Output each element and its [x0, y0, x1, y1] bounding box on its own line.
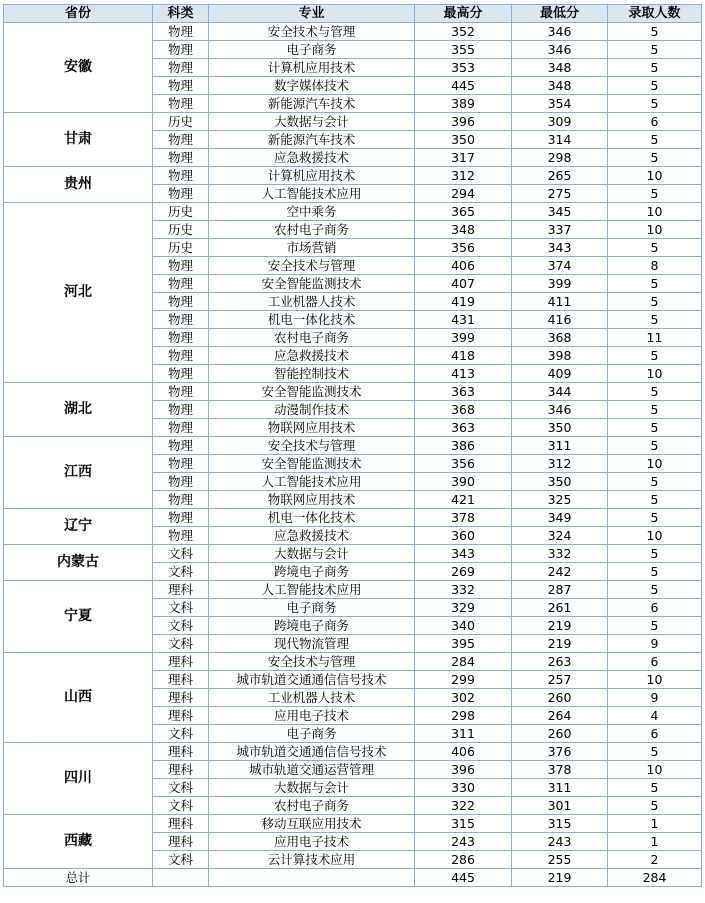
max-score-cell: 355 [415, 41, 512, 59]
major-cell: 智能控制技术 [209, 365, 415, 383]
province-cell: 贵州 [4, 167, 153, 203]
major-cell: 数字媒体技术 [209, 77, 415, 95]
admitted-cell: 6 [608, 113, 702, 131]
admission-score-table [3, 4, 702, 887]
admitted-cell: 5 [608, 23, 702, 41]
category-cell: 物理 [153, 275, 209, 293]
max-score-cell: 407 [415, 275, 512, 293]
min-score-cell: 255 [512, 851, 608, 869]
category-cell: 文科 [153, 599, 209, 617]
max-score-cell: 353 [415, 59, 512, 77]
category-cell: 物理 [153, 131, 209, 149]
admitted-cell: 5 [608, 473, 702, 491]
max-score-cell: 298 [415, 707, 512, 725]
min-score-cell: 350 [512, 419, 608, 437]
major-cell: 跨境电子商务 [209, 563, 415, 581]
major-cell: 计算机应用技术 [209, 167, 415, 185]
min-score-cell: 260 [512, 689, 608, 707]
min-score-cell: 374 [512, 257, 608, 275]
admitted-cell: 9 [608, 689, 702, 707]
min-score-cell: 378 [512, 761, 608, 779]
admitted-cell: 5 [608, 59, 702, 77]
category-cell: 物理 [153, 167, 209, 185]
category-cell: 理科 [153, 653, 209, 671]
header-max-score: 最高分 [415, 5, 512, 23]
min-score-cell: 343 [512, 239, 608, 257]
major-cell: 农村电子商务 [209, 221, 415, 239]
max-score-cell: 322 [415, 797, 512, 815]
major-cell: 农村电子商务 [209, 329, 415, 347]
major-cell: 农村电子商务 [209, 797, 415, 815]
admitted-cell: 5 [608, 131, 702, 149]
category-cell: 物理 [153, 311, 209, 329]
min-score-cell: 257 [512, 671, 608, 689]
category-cell: 理科 [153, 689, 209, 707]
max-score-cell: 356 [415, 239, 512, 257]
max-score-cell: 445 [415, 77, 512, 95]
total-row [4, 869, 702, 887]
major-cell: 安全智能监测技术 [209, 455, 415, 473]
min-score-cell: 315 [512, 815, 608, 833]
admitted-cell: 5 [608, 581, 702, 599]
max-score-cell: 356 [415, 455, 512, 473]
major-cell: 空中乘务 [209, 203, 415, 221]
major-cell: 电子商务 [209, 599, 415, 617]
header-category: 科类 [153, 5, 209, 23]
total-max-score: 445 [415, 869, 512, 887]
min-score-cell: 348 [512, 59, 608, 77]
category-cell: 文科 [153, 617, 209, 635]
max-score-cell: 431 [415, 311, 512, 329]
category-cell: 文科 [153, 797, 209, 815]
min-score-cell: 324 [512, 527, 608, 545]
admitted-cell: 5 [608, 383, 702, 401]
header-province: 省份 [4, 5, 153, 23]
max-score-cell: 330 [415, 779, 512, 797]
province-cell: 甘肃 [4, 113, 153, 167]
major-cell: 城市轨道交通运营管理 [209, 761, 415, 779]
min-score-cell: 261 [512, 599, 608, 617]
major-cell: 机电一体化技术 [209, 311, 415, 329]
province-cell: 宁夏 [4, 581, 153, 653]
max-score-cell: 421 [415, 491, 512, 509]
min-score-cell: 337 [512, 221, 608, 239]
major-cell: 移动互联应用技术 [209, 815, 415, 833]
category-cell: 理科 [153, 581, 209, 599]
header-major: 专业 [209, 5, 415, 23]
major-cell: 人工智能技术应用 [209, 185, 415, 203]
major-cell: 机电一体化技术 [209, 509, 415, 527]
table-row [4, 437, 702, 455]
min-score-cell: 350 [512, 473, 608, 491]
table-row [4, 113, 702, 131]
major-cell: 物联网应用技术 [209, 419, 415, 437]
table-row [4, 545, 702, 563]
max-score-cell: 294 [415, 185, 512, 203]
max-score-cell: 406 [415, 257, 512, 275]
admitted-cell: 5 [608, 509, 702, 527]
header-row [4, 5, 702, 23]
max-score-cell: 312 [415, 167, 512, 185]
category-cell: 理科 [153, 707, 209, 725]
max-score-cell: 399 [415, 329, 512, 347]
min-score-cell: 314 [512, 131, 608, 149]
max-score-cell: 396 [415, 113, 512, 131]
total-major [209, 869, 415, 887]
min-score-cell: 399 [512, 275, 608, 293]
admitted-cell: 5 [608, 563, 702, 581]
admitted-cell: 5 [608, 293, 702, 311]
category-cell: 物理 [153, 365, 209, 383]
table-body [4, 23, 702, 869]
category-cell: 物理 [153, 419, 209, 437]
max-score-cell: 315 [415, 815, 512, 833]
max-score-cell: 378 [415, 509, 512, 527]
admitted-cell: 5 [608, 347, 702, 365]
admitted-cell: 5 [608, 149, 702, 167]
total-category [153, 869, 209, 887]
category-cell: 物理 [153, 509, 209, 527]
admitted-cell: 5 [608, 311, 702, 329]
admitted-cell: 5 [608, 437, 702, 455]
major-cell: 安全技术与管理 [209, 653, 415, 671]
admitted-cell: 5 [608, 617, 702, 635]
table-row [4, 383, 702, 401]
admitted-cell: 5 [608, 743, 702, 761]
province-cell: 四川 [4, 743, 153, 815]
major-cell: 电子商务 [209, 41, 415, 59]
min-score-cell: 219 [512, 635, 608, 653]
major-cell: 大数据与会计 [209, 113, 415, 131]
province-cell: 湖北 [4, 383, 153, 437]
major-cell: 物联网应用技术 [209, 491, 415, 509]
total-min-score: 219 [512, 869, 608, 887]
category-cell: 理科 [153, 743, 209, 761]
admitted-cell: 5 [608, 41, 702, 59]
major-cell: 电子商务 [209, 725, 415, 743]
max-score-cell: 389 [415, 95, 512, 113]
admitted-cell: 10 [608, 203, 702, 221]
table-row [4, 509, 702, 527]
min-score-cell: 346 [512, 41, 608, 59]
min-score-cell: 311 [512, 437, 608, 455]
major-cell: 城市轨道交通通信信号技术 [209, 743, 415, 761]
major-cell: 应急救援技术 [209, 527, 415, 545]
max-score-cell: 348 [415, 221, 512, 239]
category-cell: 物理 [153, 77, 209, 95]
max-score-cell: 390 [415, 473, 512, 491]
min-score-cell: 325 [512, 491, 608, 509]
category-cell: 历史 [153, 113, 209, 131]
province-cell: 山西 [4, 653, 153, 743]
max-score-cell: 368 [415, 401, 512, 419]
admitted-cell: 9 [608, 635, 702, 653]
category-cell: 物理 [153, 41, 209, 59]
major-cell: 城市轨道交通通信信号技术 [209, 671, 415, 689]
category-cell: 物理 [153, 491, 209, 509]
category-cell: 文科 [153, 851, 209, 869]
max-score-cell: 340 [415, 617, 512, 635]
admitted-cell: 5 [608, 545, 702, 563]
province-cell: 安徽 [4, 23, 153, 113]
major-cell: 新能源汽车技术 [209, 131, 415, 149]
min-score-cell: 409 [512, 365, 608, 383]
max-score-cell: 317 [415, 149, 512, 167]
min-score-cell: 348 [512, 77, 608, 95]
category-cell: 历史 [153, 239, 209, 257]
max-score-cell: 269 [415, 563, 512, 581]
min-score-cell: 354 [512, 95, 608, 113]
category-cell: 物理 [153, 257, 209, 275]
major-cell: 工业机器人技术 [209, 689, 415, 707]
table-row [4, 815, 702, 833]
max-score-cell: 418 [415, 347, 512, 365]
major-cell: 云计算技术应用 [209, 851, 415, 869]
max-score-cell: 332 [415, 581, 512, 599]
max-score-cell: 363 [415, 383, 512, 401]
category-cell: 物理 [153, 437, 209, 455]
category-cell: 文科 [153, 545, 209, 563]
admitted-cell: 5 [608, 95, 702, 113]
max-score-cell: 299 [415, 671, 512, 689]
category-cell: 物理 [153, 23, 209, 41]
category-cell: 历史 [153, 221, 209, 239]
major-cell: 安全技术与管理 [209, 257, 415, 275]
major-cell: 应急救援技术 [209, 347, 415, 365]
max-score-cell: 329 [415, 599, 512, 617]
category-cell: 物理 [153, 59, 209, 77]
major-cell: 应用电子技术 [209, 833, 415, 851]
admitted-cell: 10 [608, 167, 702, 185]
province-cell: 西藏 [4, 815, 153, 869]
major-cell: 大数据与会计 [209, 779, 415, 797]
major-cell: 工业机器人技术 [209, 293, 415, 311]
total-label: 总计 [4, 869, 153, 887]
major-cell: 安全智能监测技术 [209, 383, 415, 401]
category-cell: 物理 [153, 95, 209, 113]
max-score-cell: 363 [415, 419, 512, 437]
admitted-cell: 10 [608, 671, 702, 689]
min-score-cell: 242 [512, 563, 608, 581]
category-cell: 文科 [153, 563, 209, 581]
max-score-cell: 396 [415, 761, 512, 779]
category-cell: 文科 [153, 635, 209, 653]
max-score-cell: 284 [415, 653, 512, 671]
admitted-cell: 5 [608, 239, 702, 257]
max-score-cell: 343 [415, 545, 512, 563]
min-score-cell: 263 [512, 653, 608, 671]
max-score-cell: 352 [415, 23, 512, 41]
category-cell: 文科 [153, 779, 209, 797]
header-admitted: 录取人数 [608, 5, 702, 23]
admitted-cell: 10 [608, 365, 702, 383]
admitted-cell: 8 [608, 257, 702, 275]
admitted-cell: 1 [608, 815, 702, 833]
min-score-cell: 311 [512, 779, 608, 797]
table-row [4, 653, 702, 671]
table-row [4, 581, 702, 599]
category-cell: 物理 [153, 185, 209, 203]
major-cell: 大数据与会计 [209, 545, 415, 563]
major-cell: 跨境电子商务 [209, 617, 415, 635]
min-score-cell: 301 [512, 797, 608, 815]
min-score-cell: 260 [512, 725, 608, 743]
min-score-cell: 349 [512, 509, 608, 527]
admitted-cell: 5 [608, 185, 702, 203]
admitted-cell: 5 [608, 797, 702, 815]
category-cell: 物理 [153, 527, 209, 545]
admitted-cell: 6 [608, 725, 702, 743]
province-cell: 河北 [4, 203, 153, 383]
admitted-cell: 5 [608, 401, 702, 419]
header-min-score: 最低分 [512, 5, 608, 23]
min-score-cell: 309 [512, 113, 608, 131]
admitted-cell: 6 [608, 599, 702, 617]
category-cell: 物理 [153, 149, 209, 167]
major-cell: 动漫制作技术 [209, 401, 415, 419]
min-score-cell: 243 [512, 833, 608, 851]
table-row [4, 743, 702, 761]
max-score-cell: 395 [415, 635, 512, 653]
category-cell: 物理 [153, 455, 209, 473]
admitted-cell: 5 [608, 491, 702, 509]
admitted-cell: 5 [608, 779, 702, 797]
admitted-cell: 10 [608, 221, 702, 239]
major-cell: 人工智能技术应用 [209, 473, 415, 491]
min-score-cell: 287 [512, 581, 608, 599]
province-cell: 辽宁 [4, 509, 153, 545]
category-cell: 历史 [153, 203, 209, 221]
max-score-cell: 360 [415, 527, 512, 545]
min-score-cell: 275 [512, 185, 608, 203]
major-cell: 安全技术与管理 [209, 23, 415, 41]
max-score-cell: 302 [415, 689, 512, 707]
category-cell: 理科 [153, 833, 209, 851]
admitted-cell: 2 [608, 851, 702, 869]
min-score-cell: 344 [512, 383, 608, 401]
admitted-cell: 11 [608, 329, 702, 347]
max-score-cell: 365 [415, 203, 512, 221]
table-row [4, 167, 702, 185]
min-score-cell: 398 [512, 347, 608, 365]
max-score-cell: 311 [415, 725, 512, 743]
max-score-cell: 386 [415, 437, 512, 455]
major-cell: 市场营销 [209, 239, 415, 257]
category-cell: 文科 [153, 725, 209, 743]
min-score-cell: 345 [512, 203, 608, 221]
major-cell: 新能源汽车技术 [209, 95, 415, 113]
category-cell: 物理 [153, 329, 209, 347]
admitted-cell: 6 [608, 653, 702, 671]
category-cell: 理科 [153, 761, 209, 779]
province-cell: 内蒙古 [4, 545, 153, 581]
max-score-cell: 419 [415, 293, 512, 311]
major-cell: 安全技术与管理 [209, 437, 415, 455]
category-cell: 物理 [153, 473, 209, 491]
min-score-cell: 368 [512, 329, 608, 347]
max-score-cell: 406 [415, 743, 512, 761]
admitted-cell: 10 [608, 527, 702, 545]
category-cell: 物理 [153, 401, 209, 419]
category-cell: 理科 [153, 671, 209, 689]
major-cell: 应用电子技术 [209, 707, 415, 725]
max-score-cell: 413 [415, 365, 512, 383]
max-score-cell: 243 [415, 833, 512, 851]
major-cell: 人工智能技术应用 [209, 581, 415, 599]
min-score-cell: 346 [512, 401, 608, 419]
major-cell: 安全智能监测技术 [209, 275, 415, 293]
min-score-cell: 298 [512, 149, 608, 167]
admitted-cell: 10 [608, 761, 702, 779]
admitted-cell: 5 [608, 275, 702, 293]
min-score-cell: 411 [512, 293, 608, 311]
category-cell: 物理 [153, 293, 209, 311]
major-cell: 计算机应用技术 [209, 59, 415, 77]
min-score-cell: 416 [512, 311, 608, 329]
max-score-cell: 286 [415, 851, 512, 869]
min-score-cell: 346 [512, 23, 608, 41]
admitted-cell: 1 [608, 833, 702, 851]
major-cell: 现代物流管理 [209, 635, 415, 653]
min-score-cell: 312 [512, 455, 608, 473]
category-cell: 物理 [153, 347, 209, 365]
table-row [4, 23, 702, 41]
min-score-cell: 264 [512, 707, 608, 725]
admitted-cell: 5 [608, 419, 702, 437]
total-admitted: 284 [608, 869, 702, 887]
min-score-cell: 265 [512, 167, 608, 185]
admitted-cell: 5 [608, 77, 702, 95]
max-score-cell: 350 [415, 131, 512, 149]
min-score-cell: 376 [512, 743, 608, 761]
min-score-cell: 219 [512, 617, 608, 635]
min-score-cell: 332 [512, 545, 608, 563]
province-cell: 江西 [4, 437, 153, 509]
admitted-cell: 4 [608, 707, 702, 725]
admitted-cell: 10 [608, 455, 702, 473]
category-cell: 理科 [153, 815, 209, 833]
category-cell: 物理 [153, 383, 209, 401]
table-row [4, 203, 702, 221]
major-cell: 应急救援技术 [209, 149, 415, 167]
